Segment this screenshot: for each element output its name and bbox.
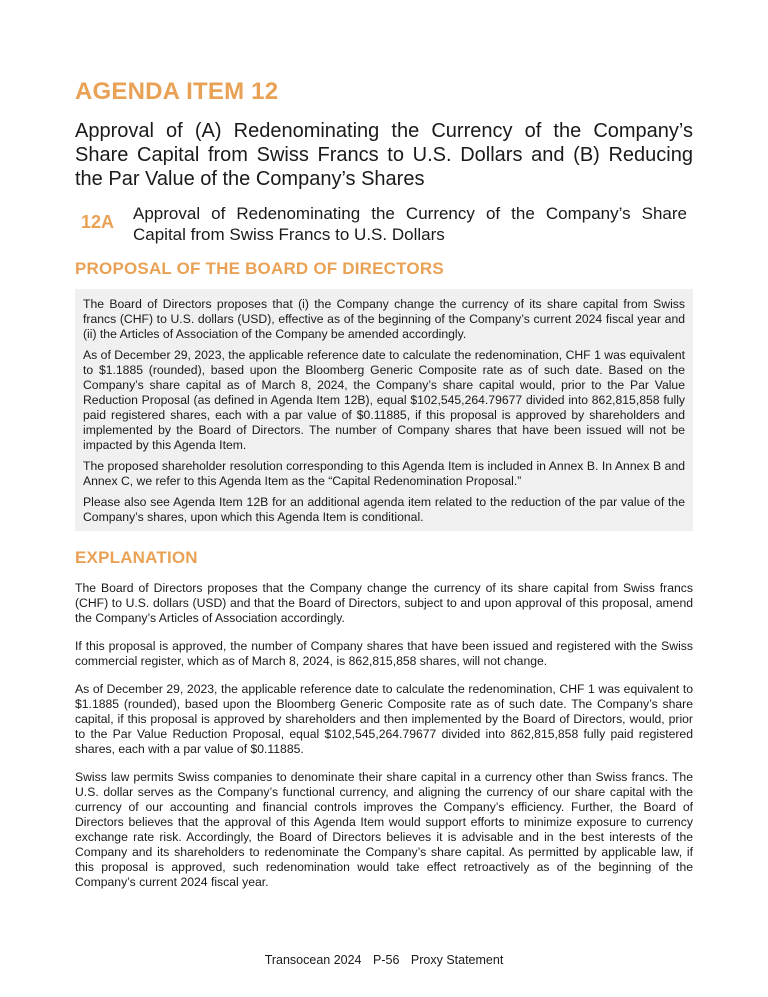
proposal-paragraph: As of December 29, 2023, the applicable reference date to calculate the redenomination, CHF 1 was equivalent to $1.1885 (rounded), based upon the Bloomberg Generic Composite rate as of such date. Based on the Company’s share capital as of March 8, 2024, the Company’s share capital would, prior to the Par Value Reduction Proposal (as defined in Agenda Item 12B), equal $102,545,264.79677 divided into 862,815,858 fully paid registered shares, each with a par value of $0.11885, if this proposal is approved by shareholders and implemented by the Board of Directors. The number of Company shares that have been issued will not be impacted by this Agenda Item. [83, 348, 685, 452]
page-title: AGENDA ITEM 12 [75, 78, 279, 105]
proposal-heading: PROPOSAL OF THE BOARD OF DIRECTORS [75, 259, 444, 278]
agenda-subtitle: Approval of (A) Redenominating the Currency of the Company’s Share Capital from Swiss Francs to U.S. Dollars and (B) Reducing the Par Value of the Company’s Shares [75, 120, 693, 190]
explanation-heading: EXPLANATION [75, 548, 198, 567]
footer-document: Proxy Statement [410, 953, 504, 967]
proposal-paragraph: The proposed shareholder resolution corresponding to this Agenda Item is included in Annex B. In Annex B and Annex C, we refer to this Agenda Item as the “Capital Redenomination Proposal.” [83, 459, 685, 488]
sub-item-title: Approval of Redenominating the Currency of the Company’s Share Capital from Swiss Francs to U.S. Dollars [133, 204, 687, 244]
explanation-paragraph: Swiss law permits Swiss companies to denominate their share capital in a currency other than Swiss francs. The U.S. dollar serves as the Company’s functional currency, and aligning the currency of our share capital with the currency of our accounting and financial controls improves the Company’s efficiency. Further, the Board of Directors believes that the approval of this Agenda Item would support efforts to minimize exposure to currency exchange rate risk. Accordingly, the Board of Directors believes it is advisable and in the best interests of the Company and its shareholders to redenominate the Company’s share capital. As permitted by applicable law, if this proposal is approved, such redenomination would take effect retroactively as of the beginning of the Company’s current 2024 fiscal year. [75, 770, 693, 889]
footer-page-number: P-56 [373, 953, 400, 967]
sub-item-number: 12A [81, 212, 115, 232]
proposal-box [75, 289, 693, 531]
footer-company: Transocean 2024 [264, 953, 362, 967]
explanation-section [75, 581, 693, 903]
proposal-paragraph: The Board of Directors proposes that (i) the Company change the currency of its share capital from Swiss francs (CHF) to U.S. dollars (USD), effective as of the beginning of the Company’s current 2024 fiscal year and (ii) the Articles of Association of the Company be amended accordingly. [83, 297, 685, 341]
explanation-paragraph: If this proposal is approved, the number of Company shares that have been issued and registered with the Swiss commercial register, which as of March 8, 2024, is 862,815,858 shares, will not change. [75, 639, 693, 668]
page-footer [0, 953, 768, 967]
proposal-paragraph: Please also see Agenda Item 12B for an additional agenda item related to the reduction of the par value of the Company’s shares, upon which this Agenda Item is conditional. [83, 495, 685, 524]
explanation-paragraph: The Board of Directors proposes that the Company change the currency of its share capital from Swiss francs (CHF) to U.S. dollars (USD) and that the Board of Directors, subject to and upon approval of this proposal, amend the Company’s Articles of Association accordingly. [75, 581, 693, 625]
explanation-paragraph: As of December 29, 2023, the applicable reference date to calculate the redenomination, CHF 1 was equivalent to $1.1885 (rounded), based upon the Bloomberg Generic Composite rate as of such date. The Company’s share capital, if this proposal is approved by shareholders and then implemented by the Board of Directors, would, prior to the Par Value Reduction Proposal, equal $102,545,264.79677 divided into 862,815,858 fully paid registered shares, each with a par value of $0.11885. [75, 682, 693, 756]
